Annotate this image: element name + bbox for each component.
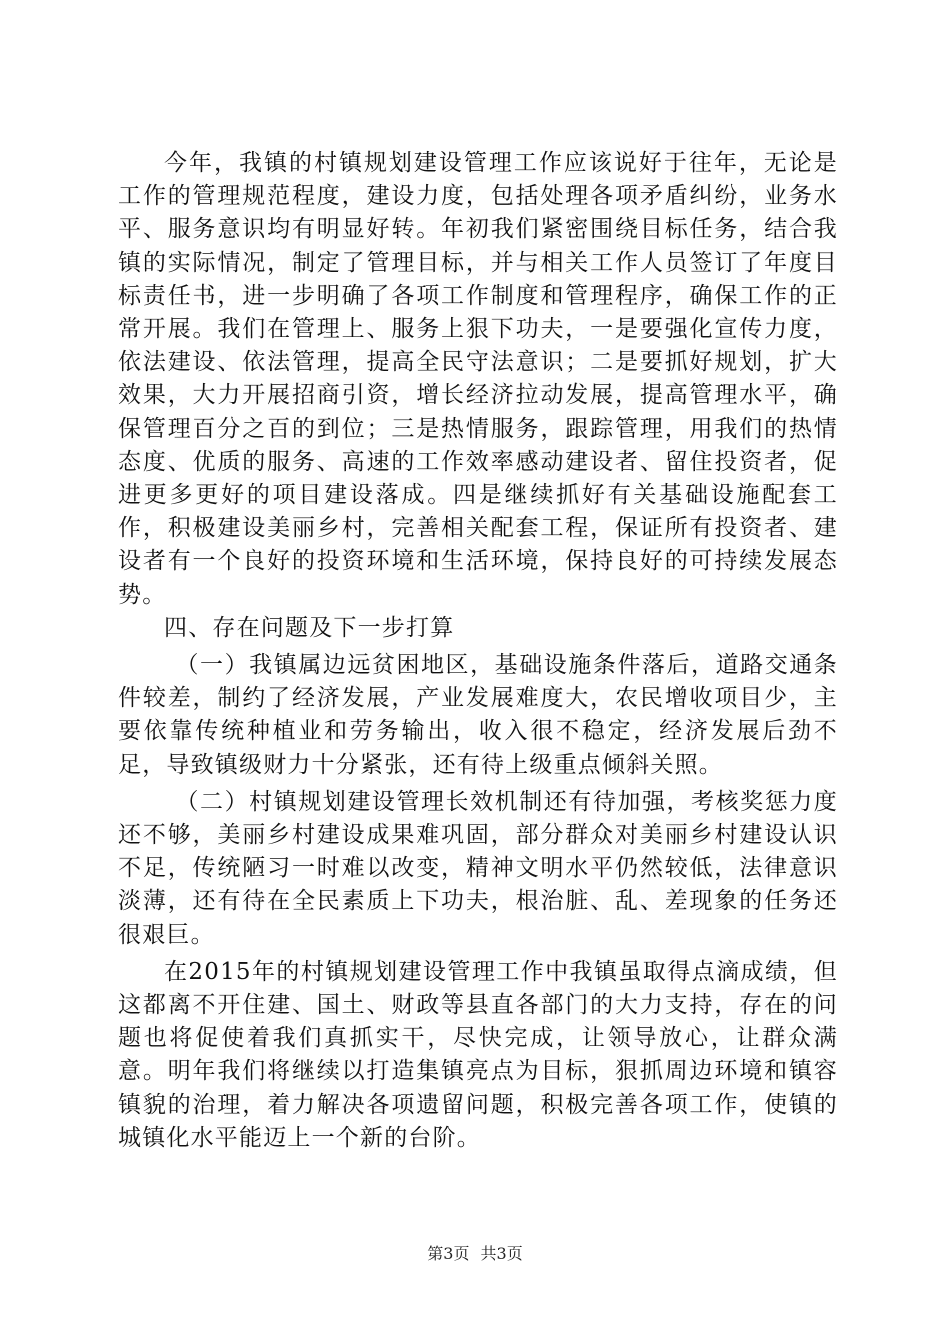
body-paragraph: 在2015年的村镇规划建设管理工作中我镇虽取得点滴成绩，但这都离不开住建、国土、财政等县直各部门的大力支持，存在的问题也将促使着我们真抓实干，尽快完成，让领导放心，让群众满意。明年我们将继续以打造集镇亮点为目标，狠抓周边环境和镇容镇貌的治理，着力解决各项遗留问题，积极完善各项工作，使镇的城镇化水平能迈上一个新的台阶。 — [118, 958, 838, 1151]
section-heading: 四、存在问题及下一步打算 — [164, 614, 455, 641]
page-number-total: 共3页 — [480, 1244, 523, 1263]
body-paragraph: 今年，我镇的村镇规划建设管理工作应该说好于往年，无论是工作的管理规范程度，建设力度，包括处理各项矛盾纠纷，业务水平、服务意识均有明显好转。年初我们紧密围绕目标任务，结合我镇的实际情况，制定了管理目标，并与相关工作人员签订了年度目标责任书，进一步明确了各项工作制度和管理程序，确保工作的正常开展。我们在管理上、服务上狠下功夫，一是要强化宣传力度，依法建设、依法管理，提高全民守法意识；二是要抓好规划，扩大效果，大力开展招商引资，增长经济拉动发展，提高管理水平，确保管理百分之百的到位；三是热情服务，跟踪管理，用我们的热情态度、优质的服务、高速的工作效率感动建设者、留住投资者，促进更多更好的项目建设落成。四是继续抓好有关基础设施配套工作，积极建设美丽乡村，完善相关配套工程，保证所有投资者、建设者有一个良好的投资环境和生活环境，保持良好的可持续发展态势。 — [118, 150, 838, 608]
list-item-paragraph: （一）我镇属边远贫困地区，基础设施条件落后，道路交通条件较差，制约了经济发展，产业发展难度大，农民增收项目少，主要依靠传统种植业和劳务输出，收入很不稳定，经济发展后劲不足，导致镇级财力十分紧张，还有待上级重点倾斜关照。 — [118, 652, 838, 778]
page-footer — [0, 1244, 950, 1264]
list-item-paragraph: （二）村镇规划建设管理长效机制还有待加强，考核奖惩力度还不够，美丽乡村建设成果难巩固，部分群众对美丽乡村建设认识不足，传统陋习一时难以改变，精神文明水平仍然较低，法律意识淡薄，还有待在全民素质上下功夫，根治脏、乱、差现象的任务还很艰巨。 — [118, 788, 838, 948]
page-number-current: 第3页 — [427, 1244, 470, 1263]
document-body — [118, 147, 838, 1155]
